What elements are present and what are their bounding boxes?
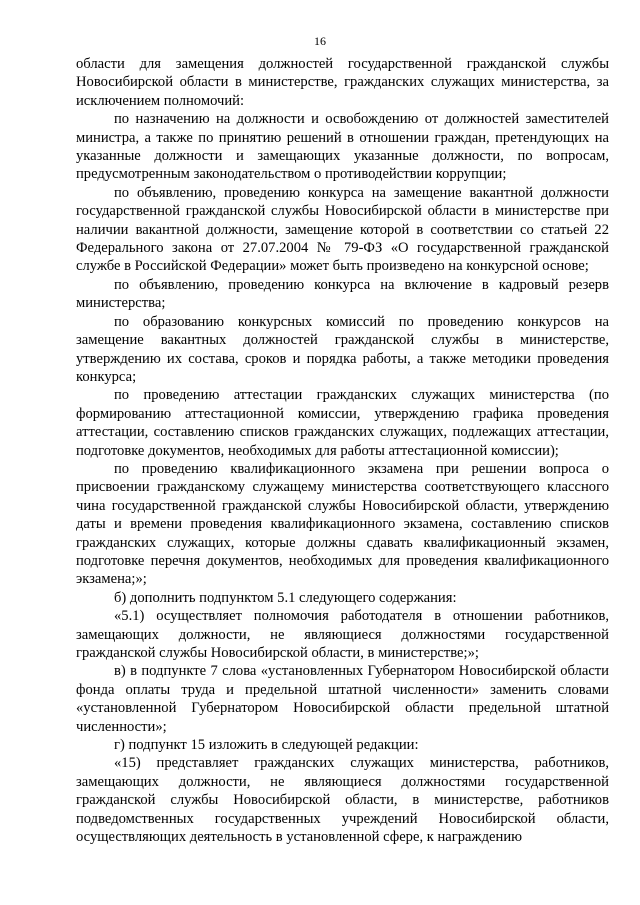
paragraph-10: в) в подпункте 7 слова «установленных Губернатором Новосибирской области фонда оплаты труда и предельной штатной численности» заменить словами «установленной Губернатором Новосибирской области предельной штатной численности»; (76, 663, 609, 735)
paragraph-1: области для замещения должностей государственной гражданской службы Новосибирской области в министерстве, гражданских служащих министерства, за исключением полномочий: (76, 56, 609, 109)
document-body (76, 55, 609, 846)
paragraph-6: по проведению аттестации гражданских служащих министерства (по формированию аттестационной комиссии, утверждению графика проведения аттестации, составлению списков гражданских служащих, подлежащих аттестации, подготовке документов, необходимых для работы аттестационной комиссии); (76, 387, 609, 459)
paragraph-5: по образованию конкурсных комиссий по проведению конкурсов на замещение вакантных должностей гражданской службы в министерстве, утверждению их состава, сроков и порядка работы, а также методики проведения конкурса; (76, 313, 609, 385)
paragraph-8: б) дополнить подпунктом 5.1 следующего содержания: (114, 589, 457, 606)
paragraph-12: «15) представляет гражданских служащих министерства, работников, замещающих должности, не являющиеся должностями государственной гражданской службы Новосибирской области, в министерстве, работников подведомственных государственных учреждений Новосибирской области, осуществляющих деятельность в установленной сфере, к награждению (76, 755, 609, 846)
paragraph-4: по объявлению, проведению конкурса на включение в кадровый резерв министерства; (76, 276, 609, 312)
paragraph-9: «5.1) осуществляет полномочия работодателя в отношении работников, замещающих должности, не являющиеся должностями государственной гражданской службы Новосибирской области, в министерстве;»; (76, 608, 609, 661)
paragraph-2: по назначению на должности и освобождению от должностей заместителей министра, а также по принятию решений в отношении граждан, претендующих на указанные должности и замещающих указанные должности, по вопросам, предусмотренным законодательством о противодействии коррупции; (76, 111, 609, 183)
paragraph-3: по объявлению, проведению конкурса на замещение вакантной должности государственной гражданской службы Новосибирской области в министерстве при наличии вакантной должности, замещение которой в соответствии со статьей 22 Федерального закона от 27.07.2004 № 79-ФЗ «О государственной гражданской службе в Российской Федерации» может быть произведено на конкурсной основе; (76, 184, 609, 275)
paragraph-7: по проведению квалификационного экзамена при решении вопроса о присвоении гражданскому служащему министерства соответствующего классного чина государственной гражданской службы Новосибирской области, утверждению даты и времени проведения квалификационного экзамена, составлению списков гражданских служащих, которые должны сдавать квалификационный экзамен, подготовке перечня документов, необходимых для проведения квалификационного экзамена;»; (76, 460, 609, 588)
page-number: 16 (314, 34, 326, 48)
paragraph-11: г) подпункт 15 изложить в следующей редакции: (114, 737, 419, 754)
